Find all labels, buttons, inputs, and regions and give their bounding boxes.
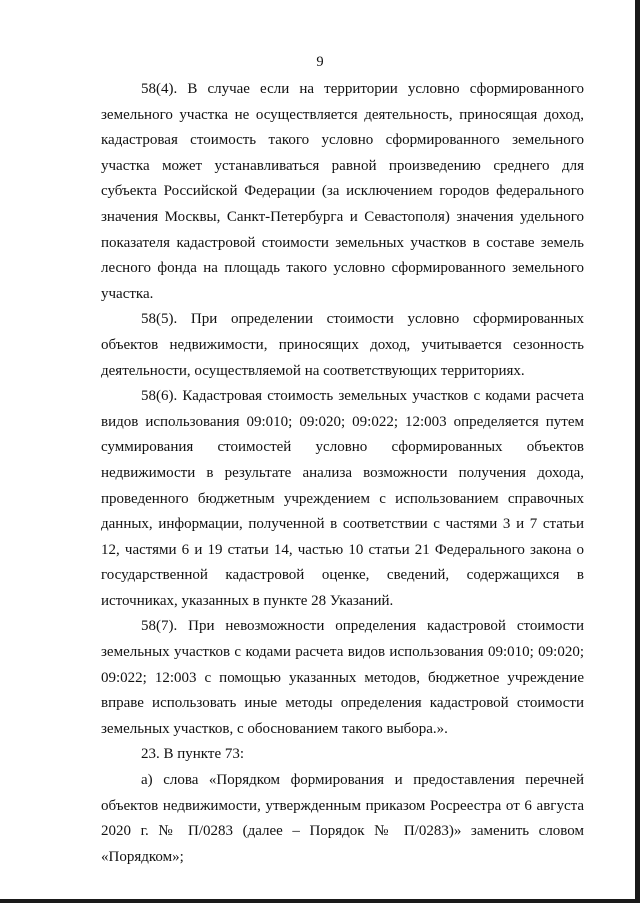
- paragraph-23: 23. В пункте 73:: [141, 746, 245, 763]
- document-body: [101, 77, 584, 870]
- paragraph-23-a: а) слова «Порядком формирования и предоставления перечней объектов недвижимости, утвержденным приказом Росреестра от 6 августа 2020 г. № П/0283 (далее – Порядок № П/0283)» заменить словом «Порядком»;: [101, 772, 584, 865]
- paragraph-58-7: 58(7). При невозможности определения кадастровой стоимости земельных участков с кодами расчета видов использования 09:010; 09:020; 09:022; 12:003 с помощью указанных методов, бюджетное учреждение вправе использовать иные методы определения кадастровой стоимости земельных участков, с обоснованием такого выбора.».: [101, 618, 584, 737]
- scan-edge-bottom: [0, 899, 640, 903]
- paragraph-58-6: 58(6). Кадастровая стоимость земельных участков с кодами расчета видов использования 09:010; 09:020; 09:022; 12:003 определяется путем суммирования стоимостей условно сформированных объектов недвижимости в результате анализа возможности получения дохода, проведенного бюджетным учреждением с использованием справочных данных, информации, полученной в соответствии с частями 3 и 7 статьи 12, частями 6 и 19 статьи 14, частью 10 статьи 21 Федерального закона о государственной кадастровой оценке, сведений, содержащихся в источниках, указанных в пункте 28 Указаний.: [101, 388, 584, 609]
- paragraph-58-4: 58(4). В случае если на территории условно сформированного земельного участка не осуществляется деятельность, приносящая доход, кадастровая стоимость такого условно сформированного земельного участка может устанавливаться равной произведению среднего для субъекта Российской Федерации (за исключением городов федерального значения Москвы, Санкт-Петербурга и Севастополя) значения удельного показателя кадастровой стоимости земельных участков в составе земель лесного фонда на площадь такого условно сформированного земельного участка.: [101, 81, 584, 302]
- paragraph-58-5: 58(5). При определении стоимости условно сформированных объектов недвижимости, приносящих доход, учитывается сезонность деятельности, осуществляемой на соответствующих территориях.: [101, 311, 584, 379]
- page-number: 9: [316, 54, 324, 70]
- scan-edge-right: [635, 0, 640, 903]
